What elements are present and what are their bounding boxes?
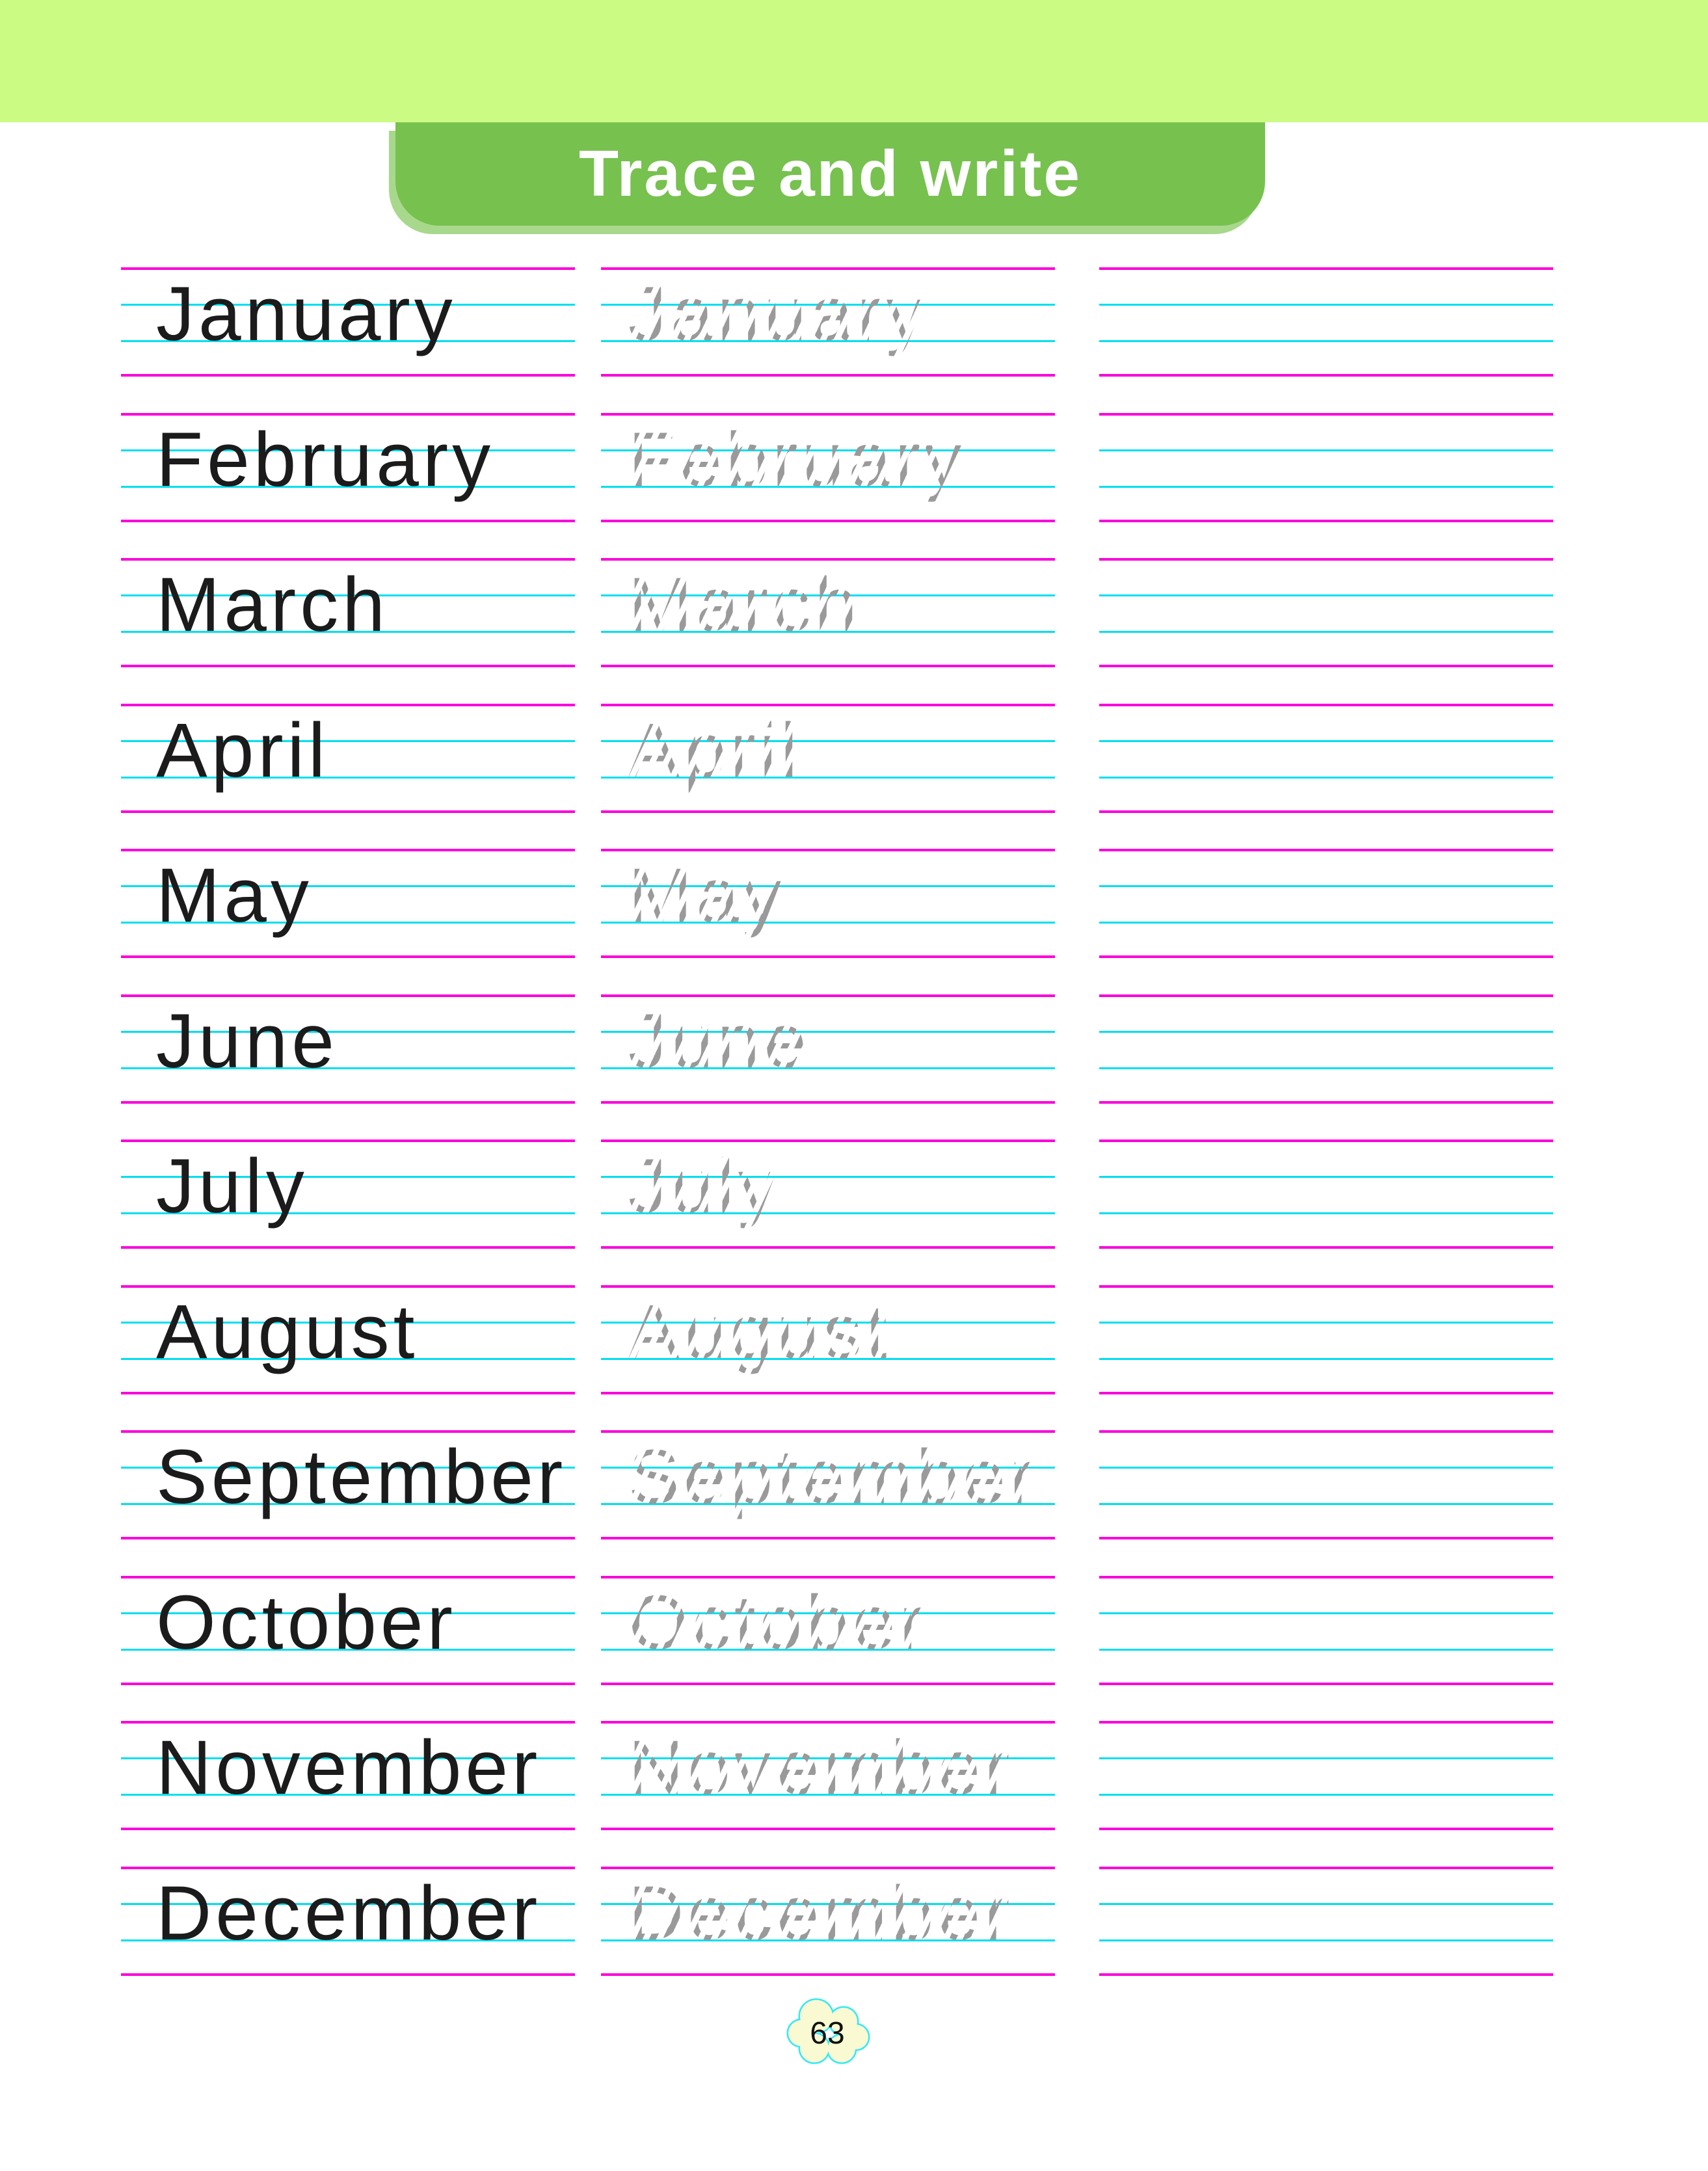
guides-example [121,994,575,1104]
guides-trace[interactable] [601,1139,1055,1249]
month-trace-text: April [628,704,801,797]
month-example-text: December [156,1871,542,1956]
month-trace-text: October [628,1576,929,1670]
guides-write-blank[interactable] [1099,849,1553,958]
guides-write-blank[interactable] [1099,267,1553,377]
month-example-text: August [156,1289,419,1375]
month-trace-text: January [628,267,929,361]
month-example-text: June [156,998,338,1084]
guides-write-blank[interactable] [1099,1430,1553,1539]
guides-write-blank[interactable] [1099,413,1553,522]
guides-trace[interactable] [601,558,1055,667]
guides-example [121,1576,575,1685]
guides-example [121,704,575,813]
month-trace-text: November [628,1721,1013,1815]
month-example-text: February [156,417,495,503]
page-number-badge [786,1997,872,2067]
month-row-september [0,1430,1708,1539]
header-banner [0,0,1708,122]
guides-trace[interactable] [601,1430,1055,1539]
month-example-text: January [156,271,457,357]
guides-example [121,1430,575,1539]
month-trace-text: September [628,1430,1039,1524]
guides-example [121,849,575,958]
guides-example [121,413,575,522]
guides-trace[interactable] [601,1576,1055,1685]
month-example-text: April [156,708,330,793]
month-example-text: July [156,1143,308,1229]
month-row-june [0,994,1708,1104]
month-row-january [0,267,1708,377]
guides-write-blank[interactable] [1099,994,1553,1104]
month-trace-text: March [628,558,861,652]
month-trace-text: February [628,413,967,507]
guides-write-blank[interactable] [1099,1867,1553,1976]
page-number: 63 [810,2016,845,2051]
month-row-november [0,1721,1708,1830]
guides-trace[interactable] [601,1285,1055,1394]
month-row-april [0,704,1708,813]
guides-example [121,558,575,667]
guides-example [121,1285,575,1394]
guides-write-blank[interactable] [1099,1139,1553,1249]
month-row-february [0,413,1708,522]
guides-write-blank[interactable] [1099,1576,1553,1685]
month-trace-text: December [628,1867,1013,1960]
guides-example [121,1139,575,1249]
month-example-text: September [156,1434,567,1520]
guides-trace[interactable] [601,267,1055,377]
page-title: Trace and write [578,137,1082,210]
guides-trace[interactable] [601,994,1055,1104]
month-example-text: May [156,853,313,939]
month-row-december [0,1867,1708,1976]
month-trace-text: May [628,849,785,942]
guides-write-blank[interactable] [1099,558,1553,667]
guides-trace[interactable] [601,1867,1055,1976]
month-row-october [0,1576,1708,1685]
month-example-text: November [156,1725,542,1811]
month-trace-text: August [628,1285,890,1379]
guides-example [121,1867,575,1976]
title-ribbon [395,122,1265,226]
guides-write-blank[interactable] [1099,1285,1553,1394]
month-row-july [0,1139,1708,1249]
guides-write-blank[interactable] [1099,704,1553,813]
month-example-text: March [156,562,389,648]
guides-example [121,1721,575,1830]
month-row-may [0,849,1708,958]
month-row-august [0,1285,1708,1394]
month-trace-text: June [628,994,810,1088]
guides-trace[interactable] [601,1721,1055,1830]
guides-trace[interactable] [601,849,1055,958]
month-row-march [0,558,1708,667]
guides-write-blank[interactable] [1099,1721,1553,1830]
month-example-text: October [156,1580,457,1666]
guides-trace[interactable] [601,413,1055,522]
guides-example [121,267,575,377]
month-trace-text: July [628,1139,781,1233]
guides-trace[interactable] [601,704,1055,813]
